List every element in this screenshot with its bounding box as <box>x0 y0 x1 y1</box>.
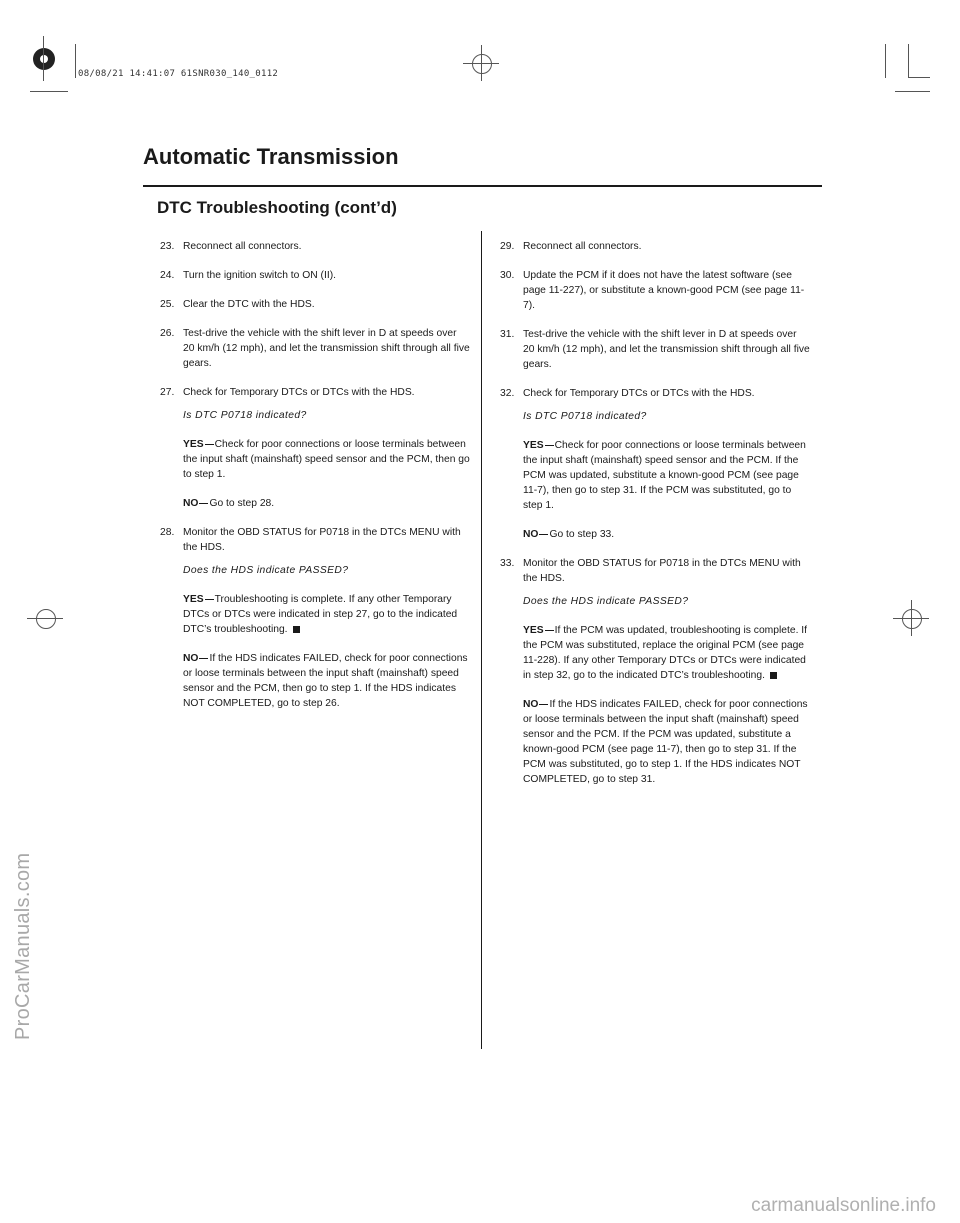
yes-label: YES <box>183 439 204 450</box>
crosshair-icon <box>902 609 922 629</box>
step-27: 27. Check for Temporary DTCs or DTCs with the HDS. <box>160 387 415 398</box>
crosshair-icon <box>36 609 56 629</box>
step-32: 32. Check for Temporary DTCs or DTCs with the HDS. <box>500 388 755 399</box>
answer-text: Troubleshooting is complete. If any other Temporary DTCs or DTCs were indicated in step 27, go to the indicated DTC’s troubleshooting. <box>183 594 458 635</box>
yes-answer <box>183 592 470 637</box>
step-30: 30. Update the PCM if it does not have the latest software (see page 11-227), or substitute a known-good PCM (see page 11-7). <box>500 270 805 311</box>
crop-mark <box>908 77 930 78</box>
crop-mark <box>895 91 930 92</box>
no-answer <box>183 651 470 711</box>
crop-mark <box>43 36 44 81</box>
answer-text: Check for poor connections or loose terminals between the input shaft (mainshaft) speed sensor and the PCM. If the PCM was updated, substitute a known-good PCM (see page 11-7), then go to step 31. If the PCM was substituted, go to step 1. <box>523 440 806 511</box>
crop-mark <box>885 44 886 78</box>
answer-text: Check for poor connections or loose terminals between the input shaft (mainshaft) speed sensor and the PCM, then go to step 1. <box>183 439 470 480</box>
bottom-watermark: carmanualsonline.info <box>751 1195 936 1216</box>
yes-answer <box>523 623 810 683</box>
left-column <box>160 239 470 725</box>
end-marker-icon <box>293 626 300 633</box>
step-24: 24. Turn the ignition switch to ON (II). <box>160 270 336 281</box>
answer-text: If the PCM was updated, troubleshooting is complete. If the PCM was substituted, replace the original PCM (see page 11-228). If any other Temporary DTCs or DTCs were indicated in step 32, go to the indicated DTC’s troubleshooting. <box>523 625 808 681</box>
crop-mark <box>75 44 76 78</box>
yes-label: YES <box>523 440 544 451</box>
no-label: NO <box>183 498 199 509</box>
no-label: NO <box>183 653 199 664</box>
step-26: 26. Test-drive the vehicle with the shift lever in D at speeds over 20 km/h (12 mph), and let the transmission shift through all five gears. <box>160 328 470 369</box>
answer-text: If the HDS indicates FAILED, check for poor connections or loose terminals between the input shaft (mainshaft) speed sensor and the PCM, then go to step 1. If the HDS indicates NOT COMPLETED, go to step 26. <box>183 653 468 709</box>
yes-label: YES <box>523 625 544 636</box>
print-stamp: 08/08/21 14:41:07 61SNR030_140_0112 <box>78 69 279 79</box>
step-25: 25. Clear the DTC with the HDS. <box>160 299 315 310</box>
question: Is DTC P0718 indicated? <box>523 411 647 422</box>
question: Does the HDS indicate PASSED? <box>183 565 349 576</box>
crop-mark <box>911 600 912 636</box>
answer-text: Go to step 33. <box>549 529 615 540</box>
yes-label: YES <box>183 594 204 605</box>
step-31: 31. Test-drive the vehicle with the shift lever in D at speeds over 20 km/h (12 mph), and let the transmission shift through all five gears. <box>500 329 810 370</box>
no-answer <box>523 697 810 787</box>
no-answer <box>183 496 470 511</box>
registration-mark-icon <box>40 55 48 63</box>
crop-mark <box>27 618 63 619</box>
end-marker-icon <box>770 672 777 679</box>
page-title: Automatic Transmission <box>143 144 399 169</box>
column-divider <box>481 231 482 1049</box>
answer-text: If the HDS indicates FAILED, check for poor connections or loose terminals between the input shaft (mainshaft) speed sensor and the PCM. If the PCM was updated, substitute a known-good PCM (see page 11-7), then go to step 31. If the PCM was substituted, go to step 1. If the HDS indicates NOT COMPLETED, go to step 31. <box>523 699 808 785</box>
step-28: 28. Monitor the OBD STATUS for P0718 in the DTCs MENU with the HDS. <box>160 527 461 553</box>
no-answer <box>523 527 810 542</box>
crosshair-icon <box>472 54 492 74</box>
section-title: DTC Troubleshooting (cont’d) <box>157 198 397 217</box>
step-33: 33. Monitor the OBD STATUS for P0718 in the DTCs MENU with the HDS. <box>500 558 801 584</box>
crop-mark <box>30 91 68 92</box>
no-label: NO <box>523 699 539 710</box>
side-watermark: ProCarManuals.com <box>12 852 34 1040</box>
answer-text: Go to step 28. <box>209 498 275 509</box>
crop-mark <box>908 44 909 78</box>
step-29: 29. Reconnect all connectors. <box>500 241 642 252</box>
yes-answer <box>523 438 810 513</box>
no-label: NO <box>523 529 539 540</box>
title-rule <box>143 185 822 187</box>
question: Does the HDS indicate PASSED? <box>523 596 689 607</box>
crop-mark <box>481 45 482 81</box>
yes-answer <box>183 437 470 482</box>
right-column <box>500 239 810 801</box>
question: Is DTC P0718 indicated? <box>183 410 307 421</box>
step-23: 23. Reconnect all connectors. <box>160 241 302 252</box>
